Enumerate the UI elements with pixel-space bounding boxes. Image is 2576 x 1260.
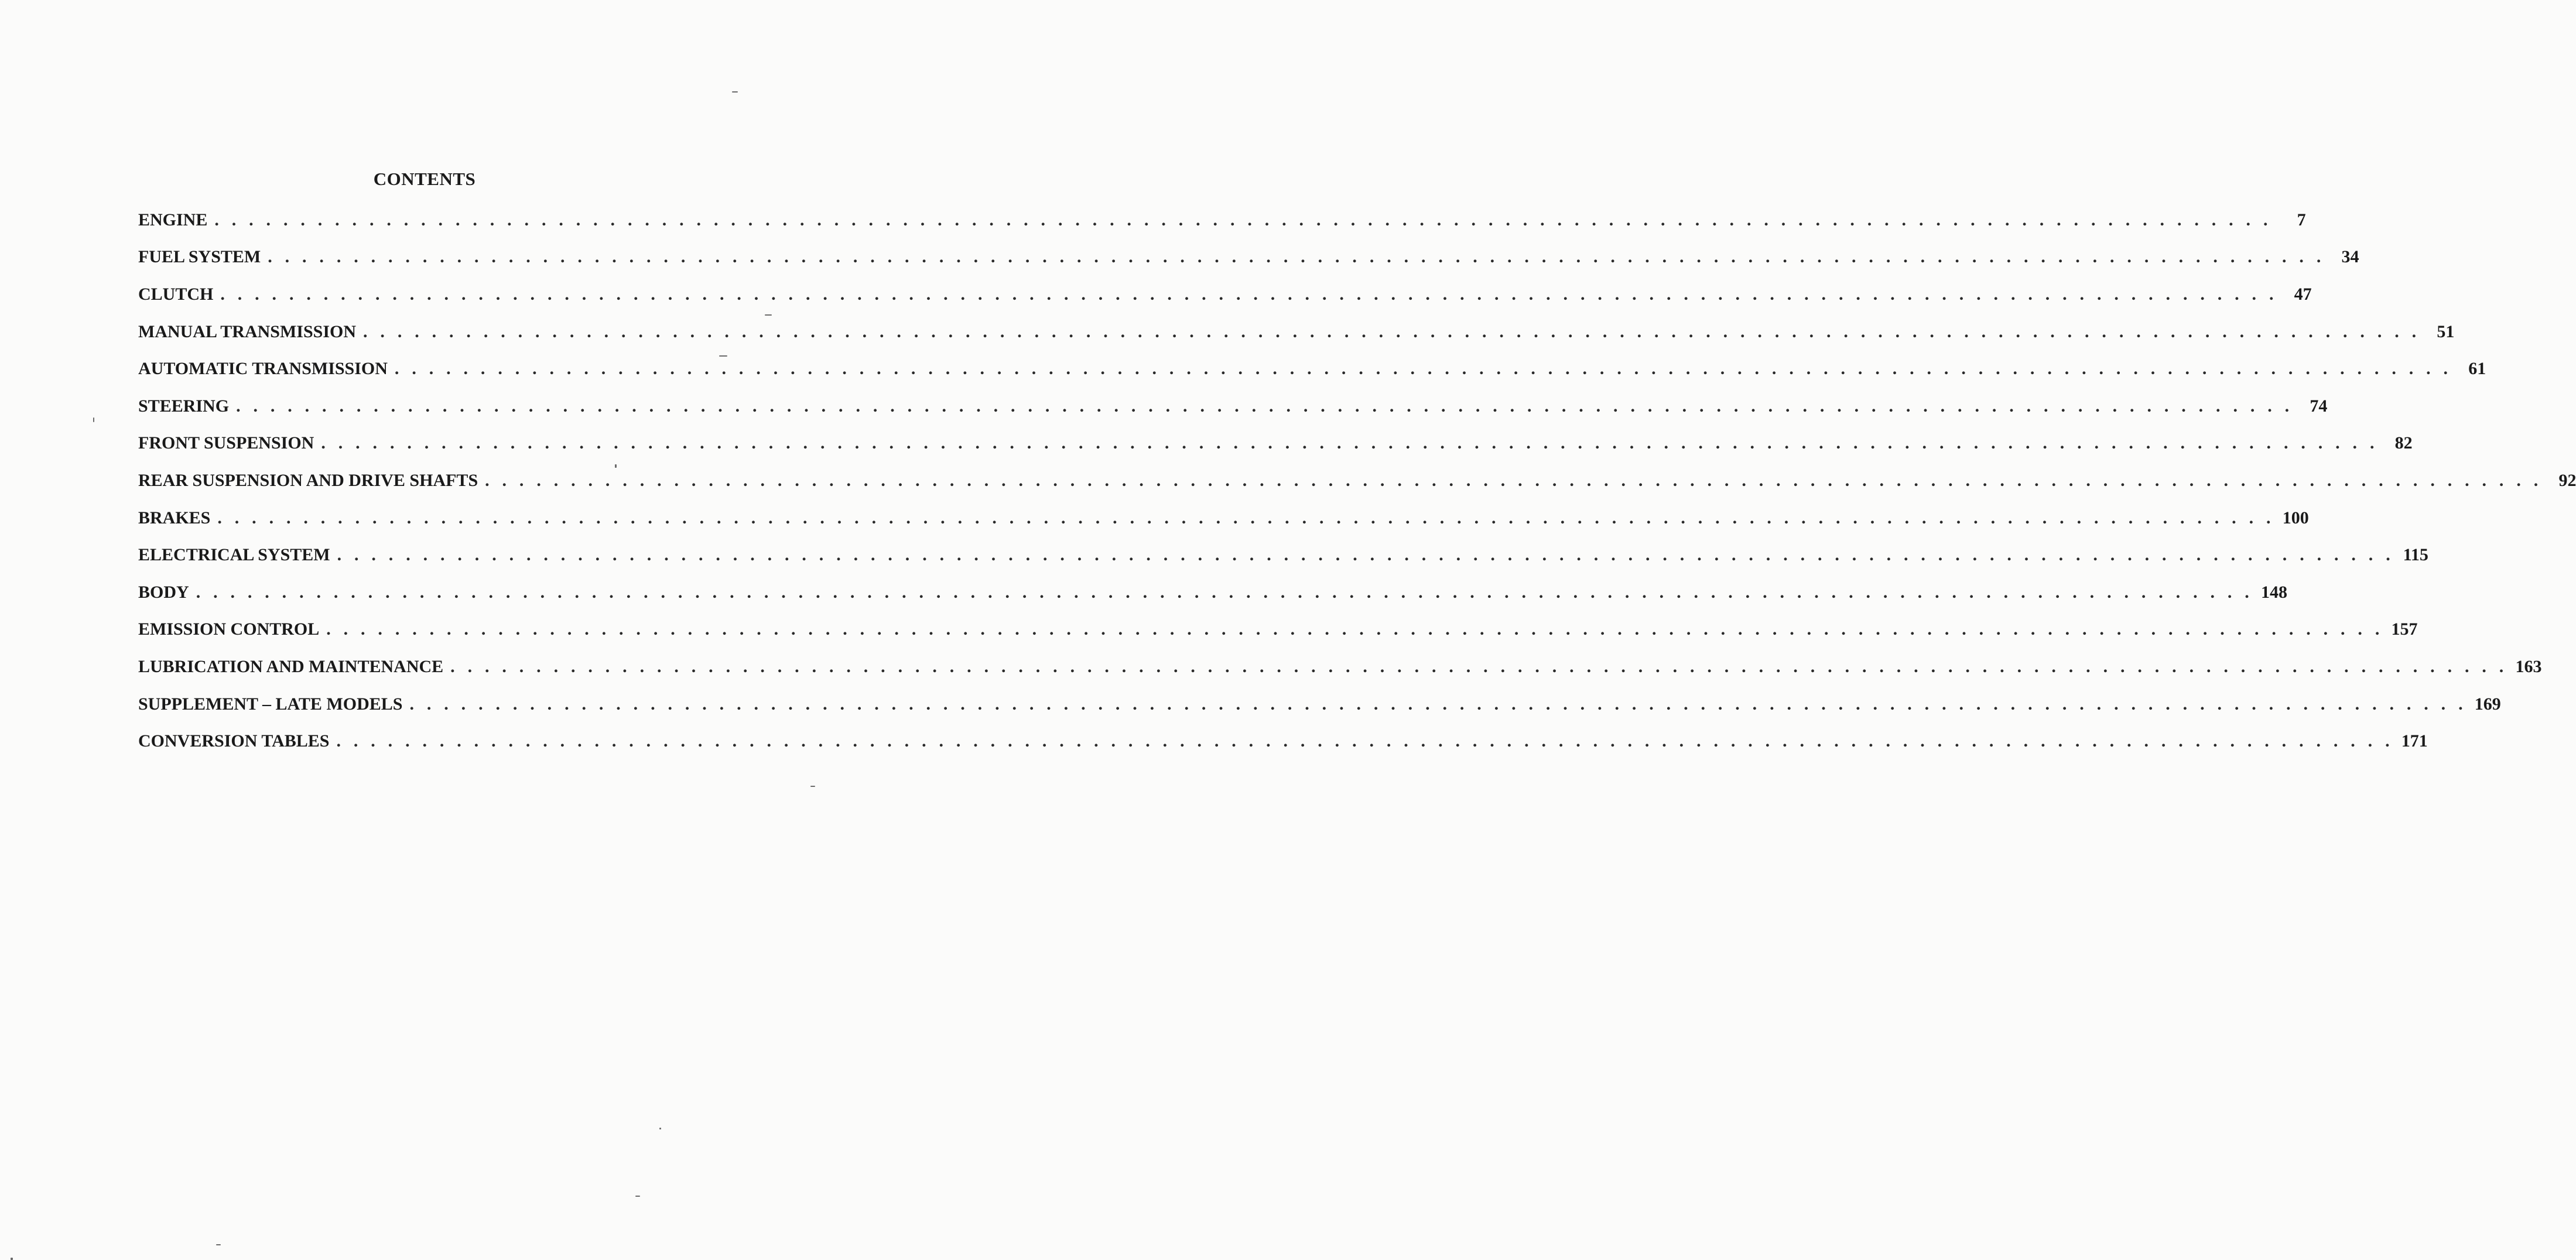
dot-leader: . . . . . . . . . . . . . . . . . . . . . . . . . . . . . . . . . . . . . . . . . . . . . . . . . . . . . . . . . . . . . . . . . . . . . . . . . . . . . . . . . . . . . . . . . . . . . . . . . . . . . . . . . . . . . . . . . . . . . . . .: [321, 433, 2379, 453]
dot-leader: . . . . . . . . . . . . . . . . . . . . . . . . . . . . . . . . . . . . . . . . . . . . . . . . . . . . . . . . . . . . . . . . . . . . . . . . . . . . . . . . . . . . . . . . . . . . . . . . . . . . . . . . . . . . . . . . . . . . . . . .: [236, 396, 2294, 416]
page-title: CONTENTS: [373, 169, 476, 189]
paper-speck: [93, 417, 94, 422]
toc-entry-title: REAR SUSPENSION AND DRIVE SHAFTS: [138, 470, 478, 490]
dot-leader: . . . . . . . . . . . . . . . . . . . . . . . . . . . . . . . . . . . . . . . . . . . . . . . . . . . . . . . . . . . . . . . . . . . . . . . . . . . . . . . . . . . . . . . . . . . . . . . . . . . . . . . . . . . . . . . . . . . . . . . .: [268, 247, 2325, 267]
dot-leader: . . . . . . . . . . . . . . . . . . . . . . . . . . . . . . . . . . . . . . . . . . . . . . . . . . . . . . . . . . . . . . . . . . . . . . . . . . . . . . . . . . . . . . . . . . . . . . . . . . . . . . . . . . . . . . . . . . . . . . . .: [196, 582, 2253, 602]
toc-entry: [138, 388, 2328, 425]
toc-entry-title: LUBRICATION AND MAINTENANCE: [138, 656, 444, 676]
toc-entry-title: EMISSION CONTROL: [138, 619, 320, 639]
dot-leader: . . . . . . . . . . . . . . . . . . . . . . . . . . . . . . . . . . . . . . . . . . . . . . . . . . . . . . . . . . . . . . . . . . . . . . . . . . . . . . . . . . . . . . . . . . . . . . . . . . . . . . . . . . . . . . . . . . . . . . . .: [394, 359, 2452, 379]
paper-speck: [216, 1244, 221, 1245]
dot-leader: . . . . . . . . . . . . . . . . . . . . . . . . . . . . . . . . . . . . . . . . . . . . . . . . . . . . . . . . . . . . . . . . . . . . . . . . . . . . . . . . . . . . . . . . . . . . . . . . . . . . . . . . . . . . . . . . . . . . . . . .: [326, 619, 2384, 639]
toc-entry-page: 82: [2394, 433, 2413, 453]
toc-entry: [138, 201, 2306, 239]
toc-entry-page: 148: [2261, 582, 2287, 602]
toc-entry-title: ELECTRICAL SYSTEM: [138, 545, 330, 565]
dot-leader: . . . . . . . . . . . . . . . . . . . . . . . . . . . . . . . . . . . . . . . . . . . . . . . . . . . . . . . . . . . . . . . . . . . . . . . . . . . . . . . . . . . . . . . . . . . . . . . . . . . . . . . . . . . . . . . . . . . . . . . .: [337, 545, 2394, 565]
toc-entry: [138, 350, 2486, 388]
paper-speck: [11, 1258, 13, 1260]
toc-entry: [138, 462, 2576, 499]
dot-leader: . . . . . . . . . . . . . . . . . . . . . . . . . . . . . . . . . . . . . . . . . . . . . . . . . . . . . . . . . . . . . . . . . . . . . . . . . . . . . . . . . . . . . . . . . . . . . . . . . . . . . . . . . . . . . . . . . . . . . . . .: [336, 731, 2394, 751]
toc-entry-title: FUEL SYSTEM: [138, 247, 261, 267]
dot-leader: . . . . . . . . . . . . . . . . . . . . . . . . . . . . . . . . . . . . . . . . . . . . . . . . . . . . . . . . . . . . . . . . . . . . . . . . . . . . . . . . . . . . . . . . . . . . . . . . . . . . . . . . . . . . . . . . . . . . . . . .: [220, 284, 2278, 304]
toc-entry: [138, 239, 2359, 276]
dot-leader: . . . . . . . . . . . . . . . . . . . . . . . . . . . . . . . . . . . . . . . . . . . . . . . . . . . . . . . . . . . . . . . . . . . . . . . . . . . . . . . . . . . . . . . . . . . . . . . . . . . . . . . . . . . . . . . . . . . . . . . .: [363, 321, 2421, 341]
toc-entry-page: 61: [2468, 359, 2486, 379]
toc-entry-page: 171: [2401, 731, 2428, 751]
toc-entry-title: BODY: [138, 582, 189, 602]
paper-speck: [615, 464, 617, 468]
paper-speck: [732, 91, 738, 93]
dot-leader: . . . . . . . . . . . . . . . . . . . . . . . . . . . . . . . . . . . . . . . . . . . . . . . . . . . . . . . . . . . . . . . . . . . . . . . . . . . . . . . . . . . . . . . . . . . . . . . . . . . . . . . . . . . . . . . . . . . . . . . .: [409, 694, 2467, 714]
toc-entry: [138, 313, 2455, 351]
paper-speck: [719, 355, 727, 357]
toc-entry-title: FRONT SUSPENSION: [138, 433, 314, 453]
toc-entry-title: CLUTCH: [138, 284, 214, 304]
paper-speck: [659, 1128, 661, 1129]
toc-entry-title: BRAKES: [138, 508, 211, 528]
toc-entry-page: 157: [2391, 619, 2418, 639]
dot-leader: . . . . . . . . . . . . . . . . . . . . . . . . . . . . . . . . . . . . . . . . . . . . . . . . . . . . . . . . . . . . . . . . . . . . . . . . . . . . . . . . . . . . . . . . . . . . . . . . . . . . . . . . . . . . . . . . . . . . . . . .: [217, 508, 2275, 528]
toc-entry-title: AUTOMATIC TRANSMISSION: [138, 359, 388, 379]
toc-entry-page: 47: [2294, 284, 2312, 304]
dot-leader: . . . . . . . . . . . . . . . . . . . . . . . . . . . . . . . . . . . . . . . . . . . . . . . . . . . . . . . . . . . . . . . . . . . . . . . . . . . . . . . . . . . . . . . . . . . . . . . . . . . . . . . . . . . . . . . . . . . . . . . .: [450, 656, 2508, 676]
toc-entry: [138, 611, 2418, 649]
toc-entry: [138, 276, 2312, 313]
toc-entry: [138, 686, 2501, 723]
toc-entry-page: 115: [2403, 545, 2428, 565]
toc-entry-page: 100: [2282, 508, 2309, 528]
toc-entry-page: 34: [2341, 247, 2359, 267]
toc-entry-page: 163: [2515, 656, 2542, 676]
toc-entry-title: ENGINE: [138, 210, 208, 230]
toc-entry-title: MANUAL TRANSMISSION: [138, 321, 357, 341]
toc-entry: [138, 499, 2309, 537]
toc-entry-title: CONVERSION TABLES: [138, 731, 330, 751]
dot-leader: . . . . . . . . . . . . . . . . . . . . . . . . . . . . . . . . . . . . . . . . . . . . . . . . . . . . . . . . . . . . . . . . . . . . . . . . . . . . . . . . . . . . . . . . . . . . . . . . . . . . . . . . . . . . . . . . . . . . . . . .: [214, 210, 2272, 230]
toc-entry: [138, 723, 2428, 760]
toc-entry-page: 51: [2437, 321, 2455, 341]
toc-entry-page: 169: [2474, 694, 2501, 714]
toc-entry: [138, 648, 2542, 686]
toc-entry-page: 7: [2297, 210, 2306, 230]
paper-speck: [810, 786, 815, 787]
toc-entry-page: 92: [2558, 470, 2576, 490]
toc-entry: [138, 536, 2428, 574]
toc-entry-title: STEERING: [138, 396, 230, 416]
toc-entry-title: SUPPLEMENT – LATE MODELS: [138, 694, 403, 714]
paper-speck: [635, 1196, 640, 1197]
paper-speck: [765, 314, 772, 316]
table-of-contents: [138, 201, 2576, 760]
toc-entry: [138, 425, 2413, 463]
toc-entry-page: 74: [2310, 396, 2328, 416]
toc-entry: [138, 574, 2287, 611]
dot-leader: . . . . . . . . . . . . . . . . . . . . . . . . . . . . . . . . . . . . . . . . . . . . . . . . . . . . . . . . . . . . . . . . . . . . . . . . . . . . . . . . . . . . . . . . . . . . . . . . . . . . . . . . . . . . . . . . . . . . . . . .: [485, 470, 2543, 490]
